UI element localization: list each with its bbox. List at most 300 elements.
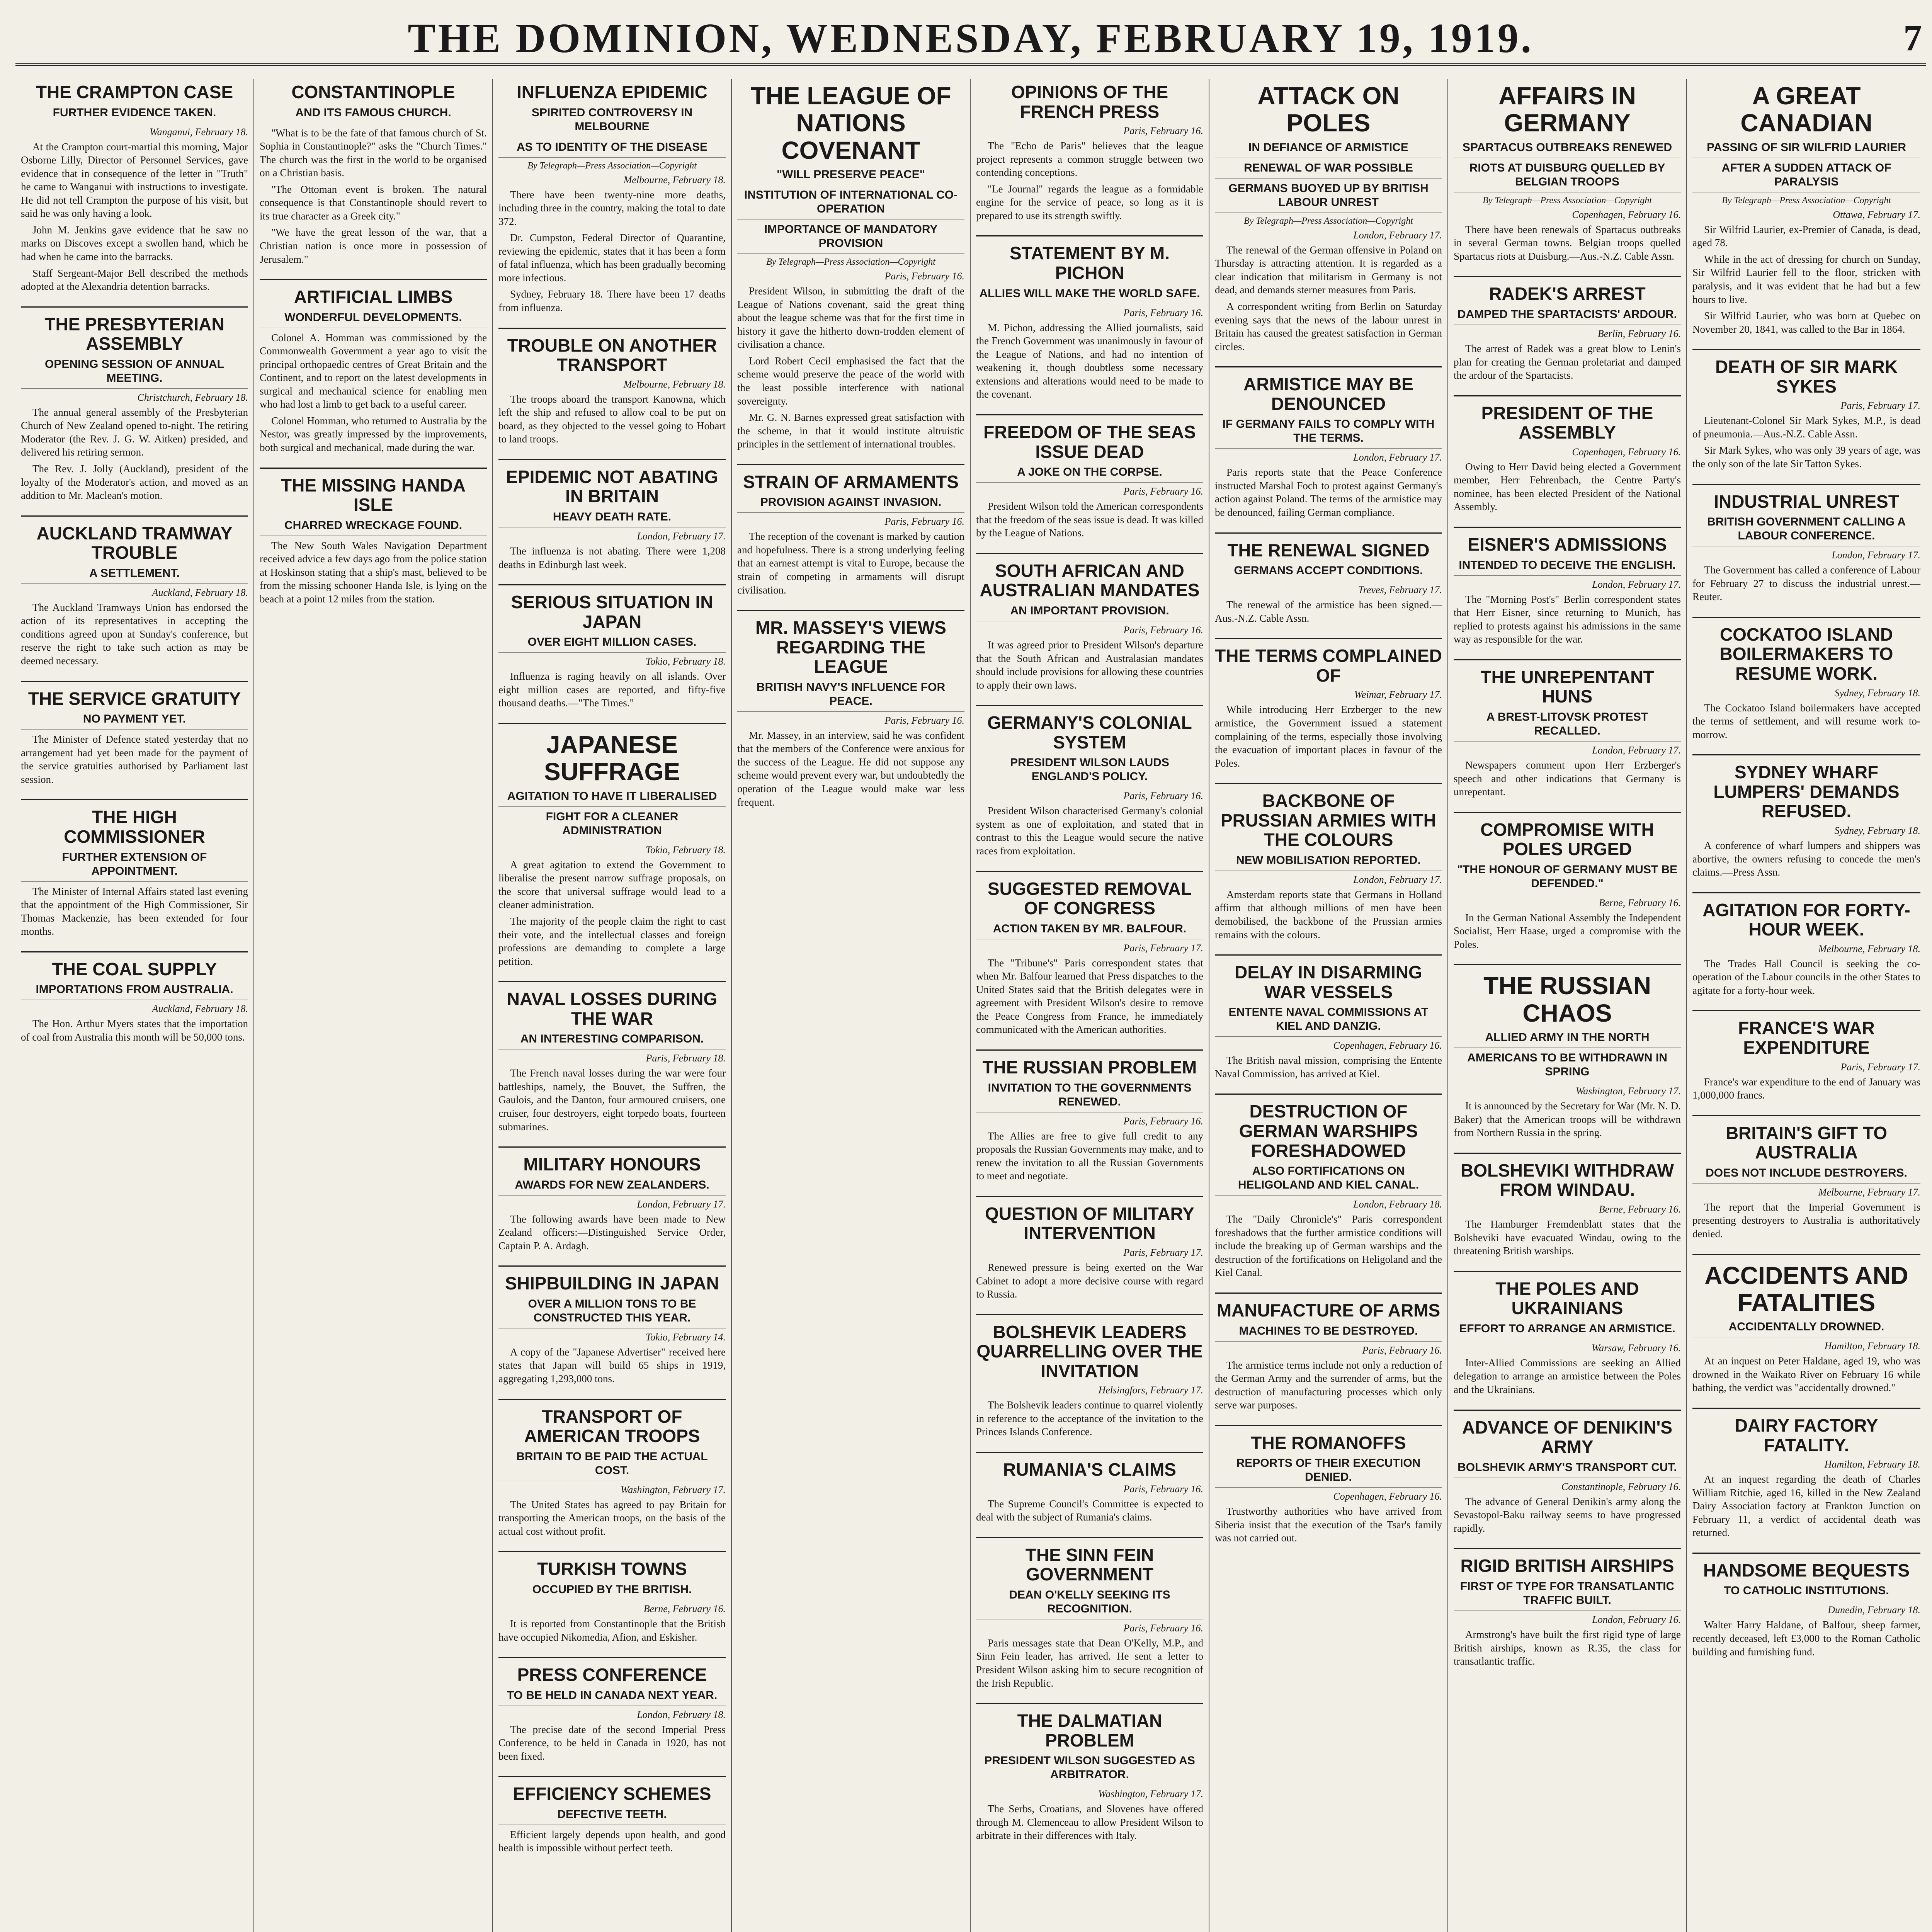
article-subheading: IMPORTATIONS FROM AUSTRALIA. [21,983,248,1000]
article-paragraph: In the German National Assembly the Independent Socialist, Herr Haase, urged a compromise with the Poles. [1454,912,1681,950]
newspaper-title: THE DOMINION, WEDNESDAY, FEBRUARY 19, 1919. [408,15,1534,61]
article-subheading: NO PAYMENT YET. [21,712,248,730]
article-subheading: RENEWAL OF WAR POSSIBLE [1215,161,1442,179]
article-headline: SOUTH AFRICAN AND AUSTRALIAN MANDATES [980,560,1200,600]
column-rule [1454,1548,1681,1549]
article-subheading: HEAVY DEATH RATE. [498,510,726,527]
column-rule [1215,954,1442,956]
column-5 [971,79,1209,1932]
column-rule [1215,1425,1442,1426]
article-dateline: Paris, February 17. [1840,1061,1920,1073]
column-rule [1692,617,1920,618]
article [1692,892,1920,997]
article-headline: SHIPBUILDING IN JAPAN [505,1273,719,1294]
column-rule [1692,1254,1920,1255]
column-rule [1454,812,1681,813]
article-paragraph: President Wilson characterised Germany's colonial system as one of exploitation, and stated that in contrast to this the League would secure the native races from exploitation. [976,805,1203,857]
article-dateline: Berne, February 16. [1599,1204,1681,1215]
column-rule [1215,638,1442,639]
article-headline: GERMANY'S COLONIAL SYSTEM [987,713,1192,752]
article-paragraph: The Bolshevik leaders continue to quarrel violently in reference to the acceptance of the invitation to the Princes Islands Conference. [976,1399,1203,1438]
article-paragraph: Sir Wilfrid Laurier, who was born at Quebec on November 20, 1841, was called to the Bar in 1864. [1692,310,1920,335]
article-dateline: Wanganui, February 18. [150,126,248,138]
article-headline: AUCKLAND TRAMWAY TROUBLE [36,523,233,563]
article [1454,1548,1681,1668]
column-rule [737,610,964,611]
article-subheading: DEAN O'KELLY SEEKING ITS RECOGNITION. [976,1588,1203,1619]
article [1692,754,1920,879]
article-subheading: REPORTS OF THEIR EXECUTION DENIED. [1215,1456,1442,1488]
column-rule [1215,532,1442,534]
article-paragraph: The New South Wales Navigation Department received advice a few days ago from the police station at Hoskinson stating that a ship's mast, believed to be from the missing schooner Handa Isle, is lying on the beach at a point 12 miles from the station. [260,539,487,605]
article-subheading: FURTHER EXTENSION OF APPOINTMENT. [21,850,248,882]
article-subheading: AN IMPORTANT PROVISION. [976,604,1203,621]
column-2 [254,79,493,1932]
article [1215,954,1442,1080]
article-dateline: Tokio, February 18. [645,656,726,667]
column-rule [498,1551,726,1552]
column-8 [1687,79,1926,1932]
article-dateline: Berne, February 16. [1599,897,1681,908]
article-paragraph: The United States has agreed to pay Britain for transporting the American troops, on the basis of the actual cost without profit. [498,1498,726,1537]
article-dateline: London, February 16. [1592,1614,1681,1625]
article-dateline: Tokio, February 14. [645,1331,726,1343]
column-rule [498,1776,726,1777]
article-paragraph: At an inquest regarding the death of Charles William Ritchie, aged 16, killed in the New Zealand Dairy Association factory at Frankton Junction on February 11, a verdict of accidental death was returned. [1692,1473,1920,1539]
column-rule [498,459,726,460]
article-dateline: Sydney, February 18. [1834,687,1920,699]
article-paragraph: At the Crampton court-martial this morning, Major Osborne Lilly, Director of Personnel Services, gave evidence that in consequence of the letter in "Truth" he came to Wanganui with instructions to investigate. He did not tell Crampton the purpose of his visit, but said he was only having a look. [21,141,248,219]
article-subheading: A JOKE ON THE CORPSE. [976,465,1203,483]
article-subheading: OVER EIGHT MILLION CASES. [498,635,726,653]
article [976,1314,1203,1439]
article-subheading: DOES NOT INCLUDE DESTROYERS. [1692,1166,1920,1184]
column-7 [1448,79,1687,1932]
column-rule [976,553,1203,554]
article-paragraph: Colonel A. Homman was commissioned by the Commonwealth Government a year ago to visit the principal orthopaedic centres of Great Britain and the Continent, and to report on the latest developments in surgical and mechanical science for enabling men who had lost a limb to get back to a useful career. [260,332,487,410]
article-dateline: Treves, February 17. [1358,584,1442,596]
article-dateline: Hamilton, February 18. [1824,1340,1920,1352]
article-subheading: ALLIED ARMY IN THE NORTH [1454,1031,1681,1048]
article-byline: By Telegraph—Press Association—Copyright [527,160,697,171]
article-subheading: BRITAIN TO BE PAID THE ACTUAL COST. [498,1450,726,1481]
article-byline: By Telegraph—Press Association—Copyright [1244,216,1413,226]
article-dateline: Paris, February 16. [1123,1622,1203,1634]
article-paragraph: A conference of wharf lumpers and shippers was abortive, the owners refusing to concede the men's claims.—Press Assn. [1692,839,1920,878]
article-dateline: Paris, February 16. [1123,624,1203,636]
article-headline: THE RUSSIAN CHAOS [1483,972,1651,1027]
article-headline: THE SERVICE GRATUITY [28,688,241,709]
article-dateline: Constantinople, February 16. [1561,1481,1681,1492]
column-4 [732,79,971,1932]
article-paragraph: President Wilson told the American correspondents that the freedom of the seas issue is dead. It was killed by the League of Nations. [976,500,1203,539]
article [976,1049,1203,1183]
article-subheading: CHARRED WRECKAGE FOUND. [260,519,487,536]
article-headline: PRESIDENT OF THE ASSEMBLY [1481,403,1653,443]
column-rule [1454,276,1681,277]
column-rule [1692,484,1920,485]
article-dateline: Auckland, February 18. [152,587,248,598]
article-headline: TROUBLE ON ANOTHER TRANSPORT [507,335,717,375]
article-subheading: FIGHT FOR A CLEANER ADMINISTRATION [498,810,726,841]
article-paragraph: The Cockatoo Island boilermakers have accepted the terms of settlement, and will resume work to-morrow. [1692,702,1920,740]
article-paragraph: The majority of the people claim the right to cast their vote, and the intellectual classes and foreign professions are demanding to complete a large petition. [498,915,726,967]
article-headline: MR. MASSEY'S VIEWS REGARDING THE LEAGUE [755,617,946,677]
article-paragraph: A copy of the "Japanese Advertiser" received here states that Japan will build 65 ships in 1919, aggregating 1,293,000 tons. [498,1346,726,1384]
column-rule [1454,1271,1681,1272]
article-subheading: "WILL PRESERVE PEACE" [737,168,964,185]
article-headline: ATTACK ON POLES [1257,82,1400,137]
column-rule [1692,1408,1920,1409]
article-paragraph: Trustworthy authorities who have arrived from Siberia insist that the execution of the Tsar's family was not carried out. [1215,1505,1442,1544]
article-paragraph: Paris reports state that the Peace Conference instructed Marshal Foch to protest against Germany's action against Poland. The terms of the armistice may be denounced, failing German compliance. [1215,466,1442,518]
article-subheading: EFFORT TO ARRANGE AN ARMISTICE. [1454,1322,1681,1339]
article-dateline: Washington, February 17. [1098,1788,1203,1800]
column-rule [1215,783,1442,784]
column-rule [1454,395,1681,396]
article-paragraph: The "Echo de Paris" believes that the league project represents a common struggle between two contending conceptions. [976,140,1203,179]
article [976,1196,1203,1301]
article [976,1703,1203,1842]
article [260,279,487,454]
article-paragraph: There have been renewals of Spartacus outbreaks in several German towns. Belgian troops quelled Spartacus riots at Duisburg.—Aus.-N.Z. Cable Assn. [1454,223,1681,262]
column-1 [15,79,254,1932]
article [1215,638,1442,770]
article [21,951,248,1044]
article-paragraph: The renewal of the German offensive in Poland on Thursday is attracting attention. It is regarded as a clear indication that militarism in Germany is not dead, and demands sterner measures from Paris. [1215,244,1442,296]
article-headline: PRESS CONFERENCE [517,1665,707,1685]
article-paragraph: The "Tribune's" Paris correspondent states that when Mr. Balfour learned that Press dispatches to the United States said that the British delegates were in agreement with President Wilson's desire to remove the Peace Congress from France, he immediately communicated with the American authorities. [976,957,1203,1036]
article [1215,532,1442,625]
article-paragraph: Influenza is raging heavily on all islands. Over eight million cases are reported, and fifty-five thousand deaths.—"The Times." [498,670,726,709]
article [1454,1410,1681,1535]
article-headline: ADVANCE OF DENIKIN'S ARMY [1462,1417,1673,1457]
article-subheading: ACTION TAKEN BY MR. BALFOUR. [976,922,1203,939]
article-headline: THE COAL SUPPLY [52,959,217,979]
article-paragraph: Amsterdam reports state that Germans in Holland affirm that although millions of men have been demobilised, the backbone of the Prussian armies remains with the colours. [1215,888,1442,940]
article-headline: TRANSPORT OF AMERICAN TROOPS [524,1406,700,1446]
article [1215,1293,1442,1412]
article-headline: FREEDOM OF THE SEAS ISSUE DEAD [983,422,1196,462]
article-dateline: Paris, February 17. [1123,942,1203,954]
article [976,235,1203,401]
article-subheading: BRITISH NAVY'S INFLUENCE FOR PEACE. [737,680,964,712]
article-subheading: GERMANS ACCEPT CONDITIONS. [1215,564,1442,581]
column-rule [21,515,248,517]
article [498,79,726,315]
article-paragraph: A great agitation to extend the Government to liberalise the present narrow suffrage proposals, on the score that universal suffrage would lead to a cleaner administration. [498,859,726,911]
column-rule [1215,366,1442,367]
article-headline: EFFICIENCY SCHEMES [513,1784,711,1804]
article-paragraph: The troops aboard the transport Kanowna, which left the ship and refused to allow coal to be put on board, as they objected to the vessel going to Hobart to land troops. [498,393,726,445]
article-paragraph: The precise date of the second Imperial Press Conference, to be held in Canada in 1920, has not been fixed. [498,1723,726,1762]
article-subheading: SPARTACUS OUTBREAKS RENEWED [1454,141,1681,158]
article-headline: THE LEAGUE OF NATIONS COVENANT [750,82,951,164]
article [1692,79,1920,336]
article-paragraph: While introducing Herr Erzberger to the new armistice, the Government issued a statement complaining of the terms, especially those involving the evacuation of important places in favour of the Poles. [1215,704,1442,769]
article-headline: OPINIONS OF THE FRENCH PRESS [1011,82,1168,122]
article-dateline: Copenhagen, February 16. [1333,1040,1442,1051]
column-rule [1454,1153,1681,1154]
article-headline: EPIDEMIC NOT ABATING IN BRITAIN [506,466,718,507]
column-6 [1209,79,1448,1932]
article-subheading: A BREST-LITOVSK PROTEST RECALLED. [1454,710,1681,742]
article [976,871,1203,1036]
article-dateline: London, February 18. [1353,1199,1442,1210]
article-subheading: DAMPED THE SPARTACISTS' ARDOUR. [1454,308,1681,325]
article-dateline: Copenhagen, February 16. [1333,1491,1442,1502]
column-rule [498,1657,726,1658]
article [21,306,248,502]
article-subheading: NEW MOBILISATION REPORTED. [1215,854,1442,871]
article-paragraph: Efficient largely depends upon health, and good health is impossible without perfect teeth. [498,1828,726,1854]
column-rule [737,464,964,465]
article [737,79,964,451]
column-rule [976,1703,1203,1704]
article-paragraph: The Government has called a conference of Labour for February 27 to discuss the industrial unrest.—Reuter. [1692,564,1920,603]
article [1454,812,1681,951]
column-rule [976,705,1203,706]
article [498,723,726,968]
article-dateline: Paris, February 16. [884,270,964,282]
article-headline: DESTRUCTION OF GERMAN WARSHIPS FORESHADOWED [1239,1101,1418,1161]
article-dateline: Paris, February 16. [1123,486,1203,497]
article-subheading: FIRST OF TYPE FOR TRANSATLANTIC TRAFFIC BUILT. [1454,1580,1681,1611]
article-headline: RADEK'S ARREST [1489,284,1646,304]
article [1454,964,1681,1139]
article-dateline: Paris, February 17. [1840,400,1920,412]
article-paragraph: The Supreme Council's Committee is expected to deal with the subject of Rumania's claims. [976,1498,1203,1523]
article-subheading: RIOTS AT DUISBURG QUELLED BY BELGIAN TROOPS [1454,161,1681,192]
article [1692,1254,1920,1395]
article [1454,1153,1681,1258]
article-headline: COCKATOO ISLAND BOILERMAKERS TO RESUME WORK. [1719,624,1893,684]
column-rule [1692,1010,1920,1011]
article [1692,617,1920,741]
article-dateline: Auckland, February 18. [152,1003,248,1015]
column-rule [976,1537,1203,1538]
article-headline: AFFAIRS IN GERMANY [1498,82,1636,137]
article-paragraph: Sir Wilfrid Laurier, ex-Premier of Canada, is dead, aged 78. [1692,223,1920,249]
article-subheading: OCCUPIED BY THE BRITISH. [498,1583,726,1600]
article [498,328,726,446]
article-headline: ACCIDENTS AND FATALITIES [1704,1261,1908,1316]
column-rule [1692,892,1920,893]
article-subheading: AFTER A SUDDEN ATTACK OF PARALYSIS [1692,161,1920,192]
article-subheading: PRESIDENT WILSON SUGGESTED AS ARBITRATOR. [976,1754,1203,1785]
column-rule [1215,1094,1442,1095]
column-rule [1454,1410,1681,1411]
article-headline: THE SINN FEIN GOVERNMENT [1025,1544,1154,1585]
column-rule [976,1196,1203,1197]
column-rule [1692,1115,1920,1116]
article-paragraph: M. Pichon, addressing the Allied journalists, said the French Government was unanimously in favour of the League of Nations, and had no intention of weakening it, though doubtless some necessary extensions and alterations would need to be made to the covenant. [976,321,1203,400]
article-headline: SERIOUS SITUATION IN JAPAN [511,592,713,632]
article [1692,484,1920,604]
article-headline: THE UNREPENTANT HUNS [1480,667,1654,707]
article-paragraph: Armstrong's have built the first rigid type of large British airships, known as R.35, the class for transatlantic traffic. [1454,1628,1681,1667]
article-headline: THE RENEWAL SIGNED [1227,540,1430,560]
article-subheading: OPENING SESSION OF ANNUAL MEETING. [21,357,248,389]
article [21,799,248,938]
article [498,1265,726,1385]
article-subheading: DEFECTIVE TEETH. [498,1808,726,1825]
article-paragraph: The Auckland Tramways Union has endorsed the action of its representatives in accepting the conditions agreed upon at Sunday's conference, but reserve the right to take such action as may be deemed necessary. [21,601,248,667]
article [976,79,1203,222]
article [1454,395,1681,514]
article-headline: THE HIGH COMMISSIONER [64,807,205,847]
masthead [15,8,1926,66]
article [1454,276,1681,382]
article [498,584,726,710]
article-dateline: London, February 17. [1592,578,1681,590]
column-rule [1692,1553,1920,1554]
column-rule [1692,754,1920,755]
article-headline: BOLSHEVIK LEADERS QUARRELLING OVER THE INVITATION [976,1321,1203,1381]
article-dateline: Dunedin, February 18. [1828,1604,1920,1616]
column-rule [260,468,487,469]
article-dateline: Melbourne, February 18. [1818,943,1920,954]
column-rule [21,951,248,952]
article-subheading: ALLIES WILL MAKE THE WORLD SAFE. [976,287,1203,304]
article-dateline: London, February 17. [1832,549,1920,561]
article-paragraph: The "Daily Chronicle's" Paris correspondent foreshadows that the further armistice conditions will include the breaking up of German warships and the destruction of the fortifications on Heligoland and the Kiel Canal. [1215,1213,1442,1279]
article [260,468,487,606]
article [498,459,726,571]
article-dateline: London, February 17. [1353,229,1442,241]
article-paragraph: Mr. G. N. Barnes expressed great satisfaction with the scheme, in that it would institute altruistic principles in the settlement of international troubles. [737,412,964,450]
article-subheading: INTENDED TO DECEIVE THE ENGLISH. [1454,558,1681,576]
article-dateline: Paris, February 16. [884,714,964,726]
article-paragraph: "What is to be the fate of that famous church of St. Sophia in Constantinople?" asks the "Church Times." The church was the first in the world to be organised on a Christian basis. [260,127,487,179]
article-paragraph: Paris messages state that Dean O'Kelly, M.P., and Sinn Fein leader, has arrived. He sent a letter to President Wilson asking him to secure recognition of the Irish Republic. [976,1637,1203,1689]
article-paragraph: "We have the great lesson of the war, that a Christian nation is once more in possession of Jerusalem." [260,226,487,265]
article-subheading: INVITATION TO THE GOVERNMENTS RENEWED. [976,1081,1203,1112]
article-dateline: London, February 17. [1353,452,1442,463]
column-rule [498,1146,726,1148]
article-paragraph: A correspondent writing from Berlin on Saturday evening says that the news of the labour unrest in Britain has caused the greatest satisfaction in German circles. [1215,300,1442,352]
article-subheading: IMPORTANCE OF MANDATORY PROVISION [737,223,964,254]
article [976,553,1203,692]
article-paragraph: The Minister of Defence stated yesterday that no arrangement had yet been made for the payment of the service gratuities authorised by Parliament last session. [21,733,248,785]
article-headline: MILITARY HONOURS [523,1154,701,1175]
article [1215,1094,1442,1279]
article [1454,527,1681,646]
article-headline: THE CRAMPTON CASE [36,82,233,102]
article-dateline: Berne, February 16. [643,1603,726,1614]
article-headline: SUGGESTED REMOVAL OF CONGRESS [987,878,1192,918]
article [21,79,248,293]
article-headline: MANUFACTURE OF ARMS [1216,1300,1440,1320]
article-dateline: Paris, February 16. [1123,1115,1203,1127]
page-number: 7 [1903,17,1922,58]
article-headline: A GREAT CANADIAN [1740,82,1872,137]
article [737,610,964,809]
article [498,1146,726,1252]
article-headline: BACKBONE OF PRUSSIAN ARMIES WITH THE COLOURS [1221,791,1436,850]
column-rule [498,723,726,724]
article-dateline: Paris, February 16. [884,516,964,527]
article-subheading: INSTITUTION OF INTERNATIONAL CO-OPERATION [737,188,964,219]
article-subheading: AS TO IDENTITY OF THE DISEASE [498,140,726,158]
article [1692,349,1920,470]
article [1215,1425,1442,1545]
article-byline: By Telegraph—Press Association—Copyright [766,257,935,267]
article-paragraph: John M. Jenkins gave evidence that he saw no marks on Discoves except a swollen hand, which he had when he came into the barracks. [21,224,248,262]
article-headline: STRAIN OF ARMAMENTS [743,471,959,492]
article-dateline: Tokio, February 18. [645,844,726,855]
article-paragraph: The renewal of the armistice has been signed.—Aus.-N.Z. Cable Assn. [1215,599,1442,624]
article-subheading: BRITISH GOVERNMENT CALLING A LABOUR CONFERENCE. [1692,515,1920,546]
article [21,681,248,786]
article-paragraph: Walter Harry Haldane, of Balfour, sheep farmer, recently deceased, left £3,000 to the Roman Catholic building and furnishing fund. [1692,1619,1920,1658]
article [260,79,487,266]
article [498,1551,726,1644]
article-subheading: PASSING OF SIR WILFRID LAURIER [1692,141,1920,158]
article-headline: INFLUENZA EPIDEMIC [516,82,708,102]
column-3 [493,79,732,1932]
article-dateline: London, February 17. [1353,874,1442,885]
article-paragraph: "Le Journal" regards the league as a formidable engine for the service of peace, so long as it is prepared to use its strength swiftly. [976,183,1203,221]
article [976,1537,1203,1690]
article-dateline: Christchurch, February 18. [137,391,248,403]
newspaper-columns [15,79,1926,1932]
column-rule [498,1265,726,1267]
article [976,1452,1203,1524]
column-rule [498,328,726,329]
article-subheading: AMERICANS TO BE WITHDRAWN IN SPRING [1454,1051,1681,1082]
article-dateline: Paris, February 18. [646,1053,726,1064]
article-byline: By Telegraph—Press Association—Copyright [1483,195,1652,206]
article-paragraph: Renewed pressure is being exerted on the War Cabinet to adopt a more decisive course with regard to Russia. [976,1261,1203,1300]
article-dateline: Copenhagen, February 16. [1572,446,1681,457]
article-headline: CONSTANTINOPLE [291,82,455,102]
article-paragraph: The influenza is not abating. There were 1,208 deaths in Edinburgh last week. [498,545,726,570]
article-subheading: A SETTLEMENT. [21,566,248,584]
article-headline: ARTIFICIAL LIMBS [294,287,453,307]
column-rule [976,1452,1203,1453]
article-dateline: Paris, February 16. [1123,307,1203,318]
article-subheading: OVER A MILLION TONS TO BE CONSTRUCTED THIS YEAR. [498,1297,726,1328]
article [1215,366,1442,519]
article-dateline: Helsingfors, February 17. [1098,1384,1203,1396]
article-paragraph: The arrest of Radek was a great blow to Lenin's plan for creating the German proletariat and damped the ardour of the Spartacists. [1454,343,1681,381]
article-subheading: MACHINES TO BE DESTROYED. [1215,1324,1442,1342]
article-subheading: GERMANS BUOYED UP BY BRITISH LABOUR UNREST [1215,182,1442,213]
article-subheading: ENTENTE NAVAL COMMISSIONS AT KIEL AND DANZIG. [1215,1005,1442,1037]
article-headline: DELAY IN DISARMING WAR VESSELS [1235,962,1422,1002]
column-rule [498,981,726,982]
column-rule [498,1399,726,1400]
article [1454,659,1681,799]
article-headline: TURKISH TOWNS [537,1559,687,1579]
article-headline: NAVAL LOSSES DURING THE WAR [507,989,718,1029]
article-dateline: Melbourne, February 18. [623,378,726,390]
article-headline: THE PRESBYTERIAN ASSEMBLY [44,314,224,354]
column-rule [21,799,248,800]
article-dateline: Hamilton, February 18. [1824,1459,1920,1470]
article-paragraph: The British naval mission, comprising the Entente Naval Commission, has arrived at Kiel. [1215,1054,1442,1080]
article-paragraph: Lieutenant-Colonel Sir Mark Sykes, M.P., is dead of pneumonia.—Aus.-N.Z. Cable Assn. [1692,415,1920,440]
article-paragraph: It was agreed prior to President Wilson's departure that the South African and Australasian mandates should include provisions for allowing these countries to apply their own laws. [976,639,1203,691]
article-byline: By Telegraph—Press Association—Copyright [1722,195,1891,206]
article-headline: INDUSTRIAL UNREST [1714,491,1899,512]
article-dateline: Warsaw, February 16. [1591,1342,1681,1354]
article-headline: THE TERMS COMPLAINED OF [1215,646,1442,685]
article-headline: JAPANESE SUFFRAGE [544,731,680,786]
article-headline: THE RUSSIAN PROBLEM [982,1057,1197,1077]
column-rule [976,414,1203,415]
